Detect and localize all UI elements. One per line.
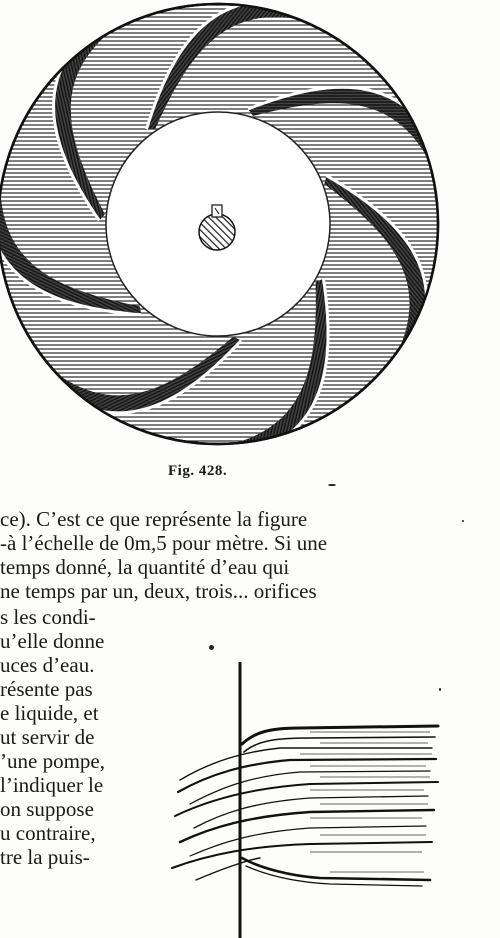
text-line: ’une pompe, xyxy=(0,749,105,773)
text-line: ne temps par un, deux, trois... orifices xyxy=(0,579,317,603)
text-line: on suppose xyxy=(0,797,94,821)
text-line: ut servir de xyxy=(0,725,95,749)
jet-streamlines xyxy=(172,726,438,886)
text-line: ce). C’est ce que représente la figure xyxy=(0,507,308,531)
text-line: u’elle donne xyxy=(0,629,105,653)
text-line: tre la puis- xyxy=(0,845,90,869)
text-line: u contraire, xyxy=(0,821,96,845)
ink-speck xyxy=(439,688,441,691)
jet-shading xyxy=(300,732,432,872)
text-line: temps donné, la quantité d’eau qui xyxy=(0,555,290,579)
text-line: -à l’échelle de 0m,5 pour mètre. Si une xyxy=(0,531,328,555)
ink-speck xyxy=(209,645,214,650)
text-line: l’indiquer le xyxy=(0,773,104,797)
text-line: s les condi- xyxy=(0,605,96,629)
turbine-wheel-figure xyxy=(0,0,500,460)
text-line: e liquide, et xyxy=(0,701,99,725)
water-jet-figure xyxy=(160,660,450,938)
text-line: résente pas xyxy=(0,677,93,701)
text-line: uces d’eau. xyxy=(0,653,95,677)
ink-speck xyxy=(462,520,464,522)
ink-speck xyxy=(328,484,336,486)
figure-caption: Fig. 428. xyxy=(168,463,228,479)
